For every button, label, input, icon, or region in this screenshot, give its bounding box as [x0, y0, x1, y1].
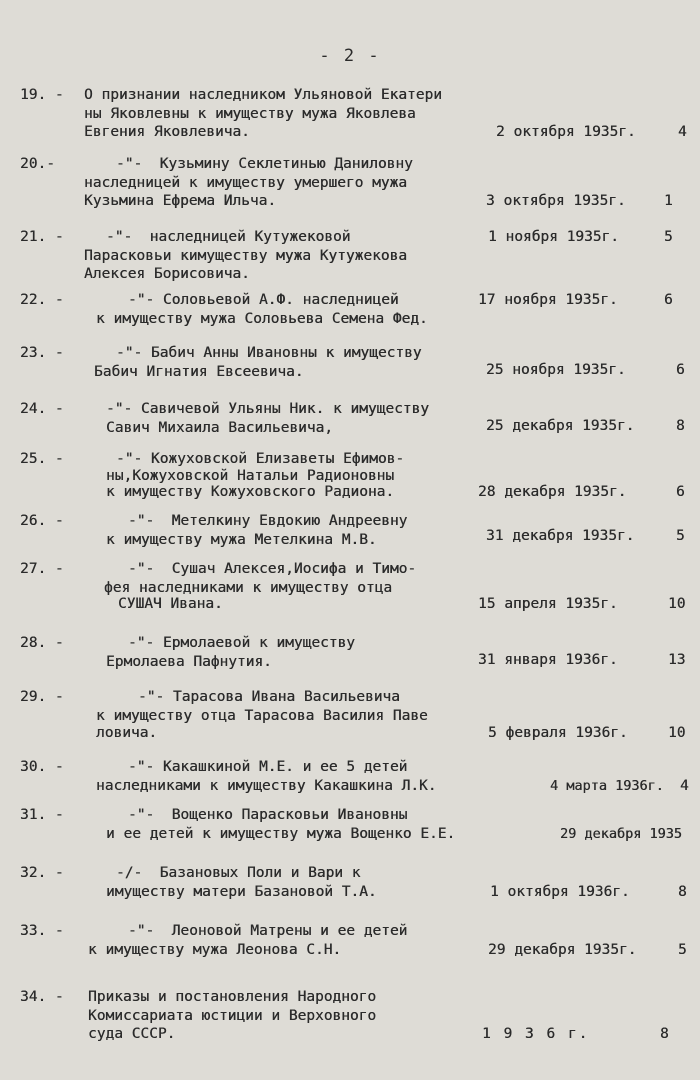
- entry-number: 30. -: [20, 759, 64, 775]
- entry-text-line: -"- Сушач Алексея,Иосифа и Тимо-: [128, 561, 417, 577]
- entry-text-line: -"- Какашкиной М.Е. и ее 5 детей: [128, 759, 408, 775]
- entry-count: 6: [676, 484, 685, 500]
- entry-text-line: и ее детей к имуществу мужа Вощенко Е.Е.: [106, 826, 456, 842]
- entry-count: 10: [668, 596, 686, 612]
- entry-number: 27. -: [20, 561, 64, 577]
- entry-count: 5: [676, 528, 685, 544]
- entry-text-line: к имуществу Кожуховского Радиона.: [106, 484, 395, 500]
- entry-text-line: ны Яковлевны к имуществу мужа Яковлева: [84, 106, 416, 122]
- entry-number: 19. -: [20, 87, 64, 103]
- entry-text-line: к имуществу отца Тарасова Василия Паве: [96, 708, 428, 724]
- entry-text-line: -"- Ермолаевой к имуществу: [128, 635, 355, 651]
- entry-text-line: -"- Савичевой Ульяны Ник. к имуществу: [106, 401, 430, 417]
- entry-date: 15 апреля 1935г.: [478, 596, 618, 612]
- entry-text-line: -/- Базановых Поли и Вари к: [116, 865, 361, 881]
- entry-text-line: -"- Вощенко Парасковьи Ивановны: [128, 807, 408, 823]
- entry-text-line: -"- Соловьевой А.Ф. наследницей: [128, 292, 399, 308]
- entry-date: 3 октября 1935г.: [486, 193, 626, 209]
- entry-number: 32. -: [20, 865, 64, 881]
- entry-date: 5 февраля 1936г.: [488, 725, 628, 741]
- entry-count: 6: [664, 292, 673, 308]
- entry-date: 1 октября 1936г.: [490, 884, 630, 900]
- entry-date: 17 ноября 1935г.: [478, 292, 618, 308]
- entry-date: 1 9 3 6 г.: [482, 1026, 590, 1042]
- entry-text-line: СУШАЧ Ивана.: [118, 596, 223, 612]
- entry-number: 34. -: [20, 989, 64, 1005]
- entry-text-line: Парасковьи кимуществу мужа Кутужекова: [84, 248, 408, 264]
- entry-number: 24. -: [20, 401, 64, 417]
- entry-text-line: ны,Кожуховской Натальи Радионовны: [106, 468, 395, 484]
- entry-text-line: наследницей к имуществу умершего мужа: [84, 175, 408, 191]
- entry-count: 4: [680, 778, 689, 794]
- entry-number: 29. -: [20, 689, 64, 705]
- entry-date: 2 октября 1935г.: [496, 124, 636, 140]
- entry-date: 31 января 1936г.: [478, 652, 618, 668]
- entry-number: 28. -: [20, 635, 64, 651]
- entry-number: 23. -: [20, 345, 64, 361]
- entry-date: 25 декабря 1935г.: [486, 418, 635, 434]
- entry-text-line: О признании наследником Ульяновой Екатери: [84, 87, 442, 103]
- entry-number: 20.-: [20, 156, 55, 172]
- entry-count: 13: [668, 652, 686, 668]
- entry-text-line: Савич Михаила Васильевича,: [106, 420, 333, 436]
- entry-text-line: Комиссариата юстиции и Верховного: [88, 1008, 377, 1024]
- entry-text-line: -"- Бабич Анны Ивановны к имуществу: [116, 345, 422, 361]
- entry-text-line: -"- Леоновой Матрены и ее детей: [128, 923, 408, 939]
- entry-text-line: Ермолаева Пафнутия.: [106, 654, 272, 670]
- entry-text-line: Приказы и постановления Народного: [88, 989, 377, 1005]
- entry-count: 4: [678, 124, 687, 140]
- entry-text-line: Бабич Игнатия Евсеевича.: [94, 364, 304, 380]
- page-number: - 2 -: [319, 46, 381, 66]
- entry-count: 6: [676, 362, 685, 378]
- entry-count: 1: [664, 193, 673, 209]
- entry-text-line: -"- Метелкину Евдокию Андреевну: [128, 513, 408, 529]
- entry-number: 31. -: [20, 807, 64, 823]
- entry-count: 5: [664, 229, 673, 245]
- entry-date: 29 декабря 1935г.: [488, 942, 637, 958]
- entry-date: 28 декабря 1935г.: [478, 484, 627, 500]
- entry-text-line: Евгения Яковлевича.: [84, 124, 250, 140]
- entry-text-line: -"- Тарасова Ивана Васильевича: [138, 689, 400, 705]
- entry-text-line: -"- Кожуховской Елизаветы Ефимов-: [116, 451, 405, 467]
- entry-text-line: имущеcтву матери Базановой Т.А.: [106, 884, 377, 900]
- entry-text-line: к имуществу мужа Соловьева Семена Фед.: [96, 311, 428, 327]
- entry-text-line: Кузьмина Ефрема Ильча.: [84, 193, 277, 209]
- entry-text-line: -"- Кузьмину Секлетинью Даниловну: [116, 156, 413, 172]
- entry-count: 8: [660, 1026, 669, 1042]
- entry-count: 10: [668, 725, 686, 741]
- entry-number: 25. -: [20, 451, 64, 467]
- entry-text-line: наследниками к имуществу Какашкина Л.К.: [96, 778, 437, 794]
- entry-text-line: к имуществу мужа Леонова С.Н.: [88, 942, 342, 958]
- entry-date: 1 ноября 1935г.: [488, 229, 619, 245]
- entry-text-line: суда СССР.: [88, 1026, 176, 1042]
- entry-count: 8: [678, 884, 687, 900]
- entry-date: 31 декабря 1935г.: [486, 528, 635, 544]
- entry-number: 26. -: [20, 513, 64, 529]
- entry-date: 4 марта 1936г.: [550, 778, 664, 794]
- entry-number: 33. -: [20, 923, 64, 939]
- entry-date: 29 декабря 1935: [560, 826, 682, 842]
- entry-text-line: к имуществу мужа Метелкина М.В.: [106, 532, 377, 548]
- entry-count: 5: [678, 942, 687, 958]
- entry-number: 22. -: [20, 292, 64, 308]
- entry-text-line: фея наследниками к имуществу отца: [104, 580, 393, 596]
- entry-text-line: Алексея Борисовича.: [84, 266, 250, 282]
- entry-text-line: -"- наследницей Кутужековой: [106, 229, 351, 245]
- entry-text-line: ловича.: [96, 725, 158, 741]
- entry-date: 25 ноября 1935г.: [486, 362, 626, 378]
- entry-number: 21. -: [20, 229, 64, 245]
- entry-count: 8: [676, 418, 685, 434]
